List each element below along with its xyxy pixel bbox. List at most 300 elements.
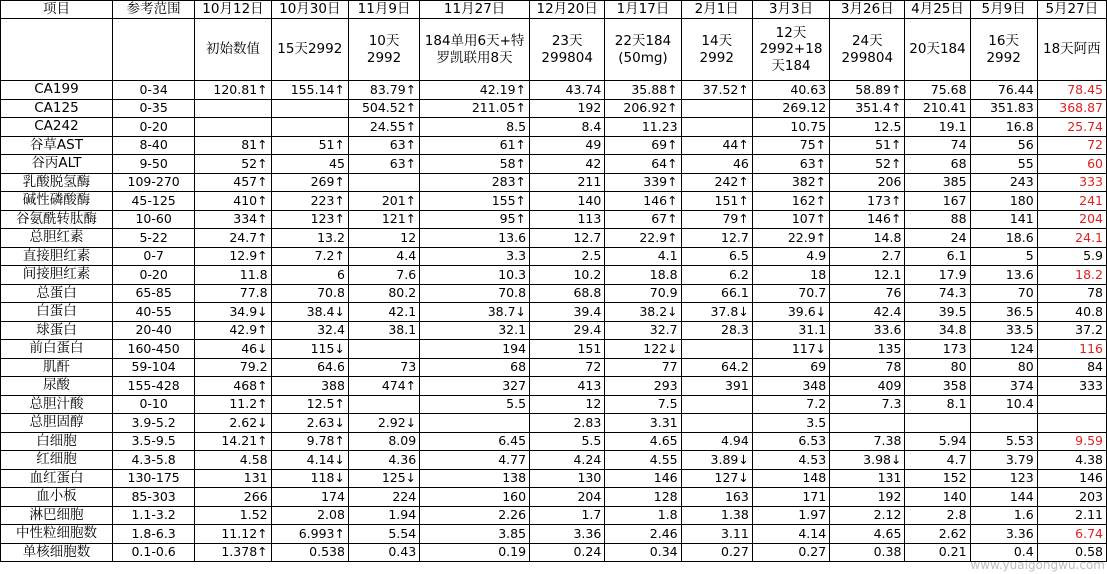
value-cell[interactable]: 10.75 (752, 118, 829, 137)
value-cell[interactable]: 2.5 (530, 247, 605, 266)
value-cell[interactable] (195, 99, 271, 118)
value-cell[interactable]: 266 (195, 488, 271, 507)
value-cell[interactable]: 37.8↓ (681, 303, 752, 322)
test-name-cell[interactable]: CA125 (1, 99, 113, 118)
value-cell[interactable]: 70.8 (420, 284, 530, 303)
reference-range-cell[interactable]: 3.5-9.5 (112, 432, 194, 451)
value-cell[interactable]: 11.23 (605, 118, 681, 137)
value-cell[interactable]: 5 (970, 247, 1037, 266)
value-cell[interactable]: 6.53 (752, 432, 829, 451)
reference-range-cell[interactable]: 0-10 (112, 395, 194, 414)
value-cell[interactable]: 58.89↑ (830, 81, 905, 100)
value-cell[interactable]: 70.9 (605, 284, 681, 303)
value-cell[interactable]: 4.7 (905, 451, 970, 470)
reference-range-cell[interactable]: 1.8-6.3 (112, 525, 194, 544)
value-cell[interactable]: 140 (530, 192, 605, 211)
value-cell[interactable]: 121↑ (348, 210, 419, 229)
value-cell[interactable]: 78 (1037, 284, 1106, 303)
value-cell[interactable]: 10.2 (530, 266, 605, 285)
value-cell[interactable]: 374 (970, 377, 1037, 396)
value-cell[interactable]: 382↑ (752, 173, 829, 192)
value-cell[interactable]: 10.3 (420, 266, 530, 285)
regimen-cell[interactable]: 15天2992 (271, 19, 348, 81)
value-cell[interactable]: 4.9 (752, 247, 829, 266)
value-cell[interactable] (970, 414, 1037, 433)
value-cell[interactable]: 79.2 (195, 358, 271, 377)
test-name-cell[interactable]: 总胆汁酸 (1, 395, 113, 414)
value-cell[interactable]: 118↓ (271, 469, 348, 488)
header-date[interactable]: 5月9日 (970, 1, 1037, 19)
value-cell[interactable] (905, 414, 970, 433)
test-name-cell[interactable]: CA242 (1, 118, 113, 137)
header-date[interactable]: 10月30日 (271, 1, 348, 19)
value-cell[interactable]: 12.5↑ (271, 395, 348, 414)
regimen-cell[interactable]: 12天 2992+18 天184 (752, 19, 829, 81)
value-cell[interactable]: 391 (681, 377, 752, 396)
value-cell[interactable]: 7.5 (605, 395, 681, 414)
value-cell[interactable]: 46↓ (195, 340, 271, 359)
value-cell[interactable]: 293 (605, 377, 681, 396)
header-date[interactable]: 5月27日 (1037, 1, 1106, 19)
value-cell[interactable]: 2.26 (420, 506, 530, 525)
value-cell[interactable]: 2.08 (271, 506, 348, 525)
value-cell[interactable]: 32.7 (605, 321, 681, 340)
regimen-cell[interactable]: 14天2992 (681, 19, 752, 81)
value-cell[interactable]: 141 (970, 210, 1037, 229)
value-cell[interactable] (420, 414, 530, 433)
reference-range-cell[interactable]: 45-125 (112, 192, 194, 211)
value-cell[interactable]: 42 (530, 155, 605, 174)
value-cell[interactable]: 144 (970, 488, 1037, 507)
value-cell[interactable]: 2.7 (830, 247, 905, 266)
value-cell[interactable]: 368.87 (1037, 99, 1106, 118)
value-cell[interactable]: 351.83 (970, 99, 1037, 118)
value-cell[interactable]: 204 (1037, 210, 1106, 229)
value-cell[interactable]: 79↑ (681, 210, 752, 229)
test-name-cell[interactable]: 总胆固醇 (1, 414, 113, 433)
value-cell[interactable]: 38.1 (348, 321, 419, 340)
value-cell[interactable]: 88 (905, 210, 970, 229)
value-cell[interactable]: 19.1 (905, 118, 970, 137)
value-cell[interactable]: 1.52 (195, 506, 271, 525)
value-cell[interactable]: 77.8 (195, 284, 271, 303)
value-cell[interactable]: 127↓ (681, 469, 752, 488)
value-cell[interactable]: 1.7 (530, 506, 605, 525)
test-name-cell[interactable]: 球蛋白 (1, 321, 113, 340)
value-cell[interactable]: 18 (752, 266, 829, 285)
reference-range-cell[interactable]: 65-85 (112, 284, 194, 303)
value-cell[interactable]: 37.2 (1037, 321, 1106, 340)
value-cell[interactable]: 4.4 (348, 247, 419, 266)
value-cell[interactable]: 2.62 (905, 525, 970, 544)
value-cell[interactable]: 0.58 (1037, 543, 1106, 562)
reference-range-cell[interactable]: 3.9-5.2 (112, 414, 194, 433)
reference-range-cell[interactable]: 0-20 (112, 118, 194, 137)
value-cell[interactable]: 269.12 (752, 99, 829, 118)
value-cell[interactable]: 70 (970, 284, 1037, 303)
value-cell[interactable]: 6.993↑ (271, 525, 348, 544)
value-cell[interactable]: 4.53 (752, 451, 829, 470)
value-cell[interactable]: 56 (970, 136, 1037, 155)
value-cell[interactable]: 40.8 (1037, 303, 1106, 322)
value-cell[interactable]: 11.2↑ (195, 395, 271, 414)
value-cell[interactable]: 60 (1037, 155, 1106, 174)
value-cell[interactable]: 348 (752, 377, 829, 396)
value-cell[interactable]: 70.7 (752, 284, 829, 303)
value-cell[interactable]: 468↑ (195, 377, 271, 396)
value-cell[interactable]: 75↑ (752, 136, 829, 155)
regimen-cell[interactable]: 24天 299804 (830, 19, 905, 81)
value-cell[interactable]: 6.74 (1037, 525, 1106, 544)
value-cell[interactable]: 29.4 (530, 321, 605, 340)
value-cell[interactable]: 2.63↓ (271, 414, 348, 433)
value-cell[interactable]: 3.36 (530, 525, 605, 544)
value-cell[interactable]: 173 (905, 340, 970, 359)
value-cell[interactable]: 38.7↓ (420, 303, 530, 322)
value-cell[interactable] (271, 99, 348, 118)
regimen-cell[interactable]: 初始数值 (195, 19, 271, 81)
value-cell[interactable]: 4.36 (348, 451, 419, 470)
value-cell[interactable]: 135 (830, 340, 905, 359)
value-cell[interactable]: 194 (420, 340, 530, 359)
value-cell[interactable]: 2.46 (605, 525, 681, 544)
value-cell[interactable]: 14.8 (830, 229, 905, 248)
value-cell[interactable]: 192 (830, 488, 905, 507)
value-cell[interactable]: 385 (905, 173, 970, 192)
value-cell[interactable]: 61↑ (420, 136, 530, 155)
value-cell[interactable]: 1.6 (970, 506, 1037, 525)
value-cell[interactable]: 243 (970, 173, 1037, 192)
value-cell[interactable]: 7.2 (752, 395, 829, 414)
reference-range-cell[interactable]: 59-104 (112, 358, 194, 377)
value-cell[interactable]: 0.19 (420, 543, 530, 562)
value-cell[interactable]: 72 (530, 358, 605, 377)
test-name-cell[interactable]: 血小板 (1, 488, 113, 507)
value-cell[interactable]: 78.45 (1037, 81, 1106, 100)
value-cell[interactable]: 39.4 (530, 303, 605, 322)
value-cell[interactable] (830, 414, 905, 433)
value-cell[interactable]: 125↓ (348, 469, 419, 488)
value-cell[interactable]: 37.52↑ (681, 81, 752, 100)
value-cell[interactable]: 4.58 (195, 451, 271, 470)
value-cell[interactable]: 1.97 (752, 506, 829, 525)
value-cell[interactable]: 11.8 (195, 266, 271, 285)
regimen-cell[interactable]: 20天184 (905, 19, 970, 81)
value-cell[interactable]: 1.8 (605, 506, 681, 525)
reference-range-cell[interactable]: 130-175 (112, 469, 194, 488)
regimen-cell[interactable]: 23天 299804 (530, 19, 605, 81)
regimen-cell[interactable]: 10天2992 (348, 19, 419, 81)
value-cell[interactable]: 18.8 (605, 266, 681, 285)
value-cell[interactable]: 6.5 (681, 247, 752, 266)
value-cell[interactable]: 72 (1037, 136, 1106, 155)
value-cell[interactable] (348, 340, 419, 359)
reference-range-cell[interactable]: 5-22 (112, 229, 194, 248)
value-cell[interactable]: 2.92↓ (348, 414, 419, 433)
test-name-cell[interactable]: 总胆红素 (1, 229, 113, 248)
value-cell[interactable]: 3.36 (970, 525, 1037, 544)
value-cell[interactable]: 413 (530, 377, 605, 396)
value-cell[interactable] (195, 118, 271, 137)
value-cell[interactable]: 76 (830, 284, 905, 303)
value-cell[interactable]: 8.5 (420, 118, 530, 137)
reference-range-cell[interactable]: 160-450 (112, 340, 194, 359)
reference-range-cell[interactable]: 0.1-0.6 (112, 543, 194, 562)
value-cell[interactable]: 69↑ (605, 136, 681, 155)
value-cell[interactable]: 9.78↑ (271, 432, 348, 451)
value-cell[interactable]: 409 (830, 377, 905, 396)
value-cell[interactable]: 4.14 (752, 525, 829, 544)
value-cell[interactable]: 151↑ (681, 192, 752, 211)
value-cell[interactable]: 22.9↑ (605, 229, 681, 248)
value-cell[interactable]: 5.5 (530, 432, 605, 451)
reference-range-cell[interactable]: 155-428 (112, 377, 194, 396)
test-name-cell[interactable]: 前白蛋白 (1, 340, 113, 359)
value-cell[interactable]: 351.4↑ (830, 99, 905, 118)
value-cell[interactable]: 68 (420, 358, 530, 377)
value-cell[interactable]: 8.1 (905, 395, 970, 414)
value-cell[interactable]: 9.59 (1037, 432, 1106, 451)
value-cell[interactable]: 32.1 (420, 321, 530, 340)
value-cell[interactable]: 123↑ (271, 210, 348, 229)
value-cell[interactable]: 38.4↓ (271, 303, 348, 322)
value-cell[interactable]: 0.27 (752, 543, 829, 562)
value-cell[interactable]: 223↑ (271, 192, 348, 211)
value-cell[interactable]: 6.45 (420, 432, 530, 451)
value-cell[interactable]: 24.1 (1037, 229, 1106, 248)
value-cell[interactable]: 64↑ (605, 155, 681, 174)
value-cell[interactable]: 3.79 (970, 451, 1037, 470)
header-date[interactable]: 3月3日 (752, 1, 829, 19)
value-cell[interactable]: 171 (752, 488, 829, 507)
test-name-cell[interactable]: 谷草AST (1, 136, 113, 155)
value-cell[interactable]: 51↑ (271, 136, 348, 155)
value-cell[interactable]: 204 (530, 488, 605, 507)
value-cell[interactable]: 224 (348, 488, 419, 507)
value-cell[interactable]: 10.4 (970, 395, 1037, 414)
value-cell[interactable]: 73 (348, 358, 419, 377)
value-cell[interactable]: 333 (1037, 173, 1106, 192)
reference-range-cell[interactable]: 1.1-3.2 (112, 506, 194, 525)
reference-range-cell[interactable]: 10-60 (112, 210, 194, 229)
value-cell[interactable]: 122↓ (605, 340, 681, 359)
value-cell[interactable]: 95↑ (420, 210, 530, 229)
value-cell[interactable]: 68 (905, 155, 970, 174)
value-cell[interactable]: 40.63 (752, 81, 829, 100)
regimen-cell[interactable]: 184单用6天+特罗凯联用8天 (420, 19, 530, 81)
value-cell[interactable]: 45 (271, 155, 348, 174)
test-name-cell[interactable]: 中性粒细胞数 (1, 525, 113, 544)
value-cell[interactable]: 180 (970, 192, 1037, 211)
value-cell[interactable]: 5.9 (1037, 247, 1106, 266)
value-cell[interactable]: 0.34 (605, 543, 681, 562)
value-cell[interactable]: 128 (605, 488, 681, 507)
value-cell[interactable] (681, 118, 752, 137)
test-name-cell[interactable]: 血红蛋白 (1, 469, 113, 488)
value-cell[interactable]: 146↑ (605, 192, 681, 211)
value-cell[interactable]: 130 (530, 469, 605, 488)
value-cell[interactable]: 80 (905, 358, 970, 377)
header-date[interactable]: 11月27日 (420, 1, 530, 19)
value-cell[interactable]: 69 (752, 358, 829, 377)
value-cell[interactable] (681, 395, 752, 414)
value-cell[interactable] (681, 340, 752, 359)
value-cell[interactable]: 66.1 (681, 284, 752, 303)
value-cell[interactable]: 124 (970, 340, 1037, 359)
value-cell[interactable]: 3.85 (420, 525, 530, 544)
test-name-cell[interactable]: CA199 (1, 81, 113, 100)
value-cell[interactable]: 38.2↓ (605, 303, 681, 322)
value-cell[interactable]: 49 (530, 136, 605, 155)
value-cell[interactable]: 2.12 (830, 506, 905, 525)
value-cell[interactable]: 52↑ (195, 155, 271, 174)
value-cell[interactable]: 18.6 (970, 229, 1037, 248)
value-cell[interactable]: 36.5 (970, 303, 1037, 322)
value-cell[interactable]: 76.44 (970, 81, 1037, 100)
value-cell[interactable]: 123 (970, 469, 1037, 488)
value-cell[interactable]: 25.74 (1037, 118, 1106, 137)
value-cell[interactable]: 116 (1037, 340, 1106, 359)
value-cell[interactable]: 211 (530, 173, 605, 192)
value-cell[interactable]: 160 (420, 488, 530, 507)
value-cell[interactable]: 51↑ (830, 136, 905, 155)
value-cell[interactable]: 3.5 (752, 414, 829, 433)
regimen-cell[interactable]: 18天阿西 (1037, 19, 1106, 81)
value-cell[interactable]: 33.6 (830, 321, 905, 340)
value-cell[interactable]: 131 (195, 469, 271, 488)
value-cell[interactable]: 13.6 (970, 266, 1037, 285)
value-cell[interactable]: 206.92↑ (605, 99, 681, 118)
value-cell[interactable]: 162↑ (752, 192, 829, 211)
value-cell[interactable]: 138 (420, 469, 530, 488)
test-name-cell[interactable]: 总蛋白 (1, 284, 113, 303)
value-cell[interactable]: 17.9 (905, 266, 970, 285)
value-cell[interactable]: 12 (348, 229, 419, 248)
value-cell[interactable] (1037, 395, 1106, 414)
value-cell[interactable]: 155↑ (420, 192, 530, 211)
value-cell[interactable]: 358 (905, 377, 970, 396)
value-cell[interactable]: 192 (530, 99, 605, 118)
value-cell[interactable]: 6.2 (681, 266, 752, 285)
value-cell[interactable]: 3.98↓ (830, 451, 905, 470)
reference-range-cell[interactable]: 8-40 (112, 136, 194, 155)
value-cell[interactable]: 14.21↑ (195, 432, 271, 451)
value-cell[interactable]: 4.24 (530, 451, 605, 470)
value-cell[interactable]: 4.38 (1037, 451, 1106, 470)
regimen-cell[interactable] (1, 19, 113, 81)
test-name-cell[interactable]: 淋巴细胞 (1, 506, 113, 525)
value-cell[interactable]: 5.53 (970, 432, 1037, 451)
value-cell[interactable]: 58↑ (420, 155, 530, 174)
value-cell[interactable]: 211.05↑ (420, 99, 530, 118)
value-cell[interactable]: 115↓ (271, 340, 348, 359)
value-cell[interactable] (681, 99, 752, 118)
reference-range-cell[interactable]: 4.3-5.8 (112, 451, 194, 470)
value-cell[interactable]: 8.4 (530, 118, 605, 137)
value-cell[interactable]: 43.74 (530, 81, 605, 100)
value-cell[interactable]: 78 (830, 358, 905, 377)
value-cell[interactable]: 410↑ (195, 192, 271, 211)
reference-range-cell[interactable]: 0-7 (112, 247, 194, 266)
value-cell[interactable]: 46 (681, 155, 752, 174)
value-cell[interactable]: 457↑ (195, 173, 271, 192)
value-cell[interactable]: 63↑ (348, 136, 419, 155)
value-cell[interactable]: 42.9↑ (195, 321, 271, 340)
value-cell[interactable]: 146 (605, 469, 681, 488)
value-cell[interactable]: 1.378↑ (195, 543, 271, 562)
value-cell[interactable]: 33.5 (970, 321, 1037, 340)
value-cell[interactable]: 4.65 (605, 432, 681, 451)
value-cell[interactable]: 0.43 (348, 543, 419, 562)
value-cell[interactable]: 74 (905, 136, 970, 155)
value-cell[interactable]: 0.538 (271, 543, 348, 562)
reference-range-cell[interactable]: 20-40 (112, 321, 194, 340)
value-cell[interactable]: 83.79↑ (348, 81, 419, 100)
value-cell[interactable]: 13.2 (271, 229, 348, 248)
value-cell[interactable]: 12.7 (530, 229, 605, 248)
reference-range-cell[interactable]: 85-303 (112, 488, 194, 507)
value-cell[interactable]: 12 (530, 395, 605, 414)
value-cell[interactable]: 22.9↑ (752, 229, 829, 248)
value-cell[interactable]: 42.19↑ (420, 81, 530, 100)
value-cell[interactable]: 75.68 (905, 81, 970, 100)
value-cell[interactable]: 388 (271, 377, 348, 396)
value-cell[interactable]: 0.24 (530, 543, 605, 562)
value-cell[interactable]: 12.1 (830, 266, 905, 285)
value-cell[interactable]: 64.6 (271, 358, 348, 377)
value-cell[interactable]: 5.94 (905, 432, 970, 451)
reference-range-cell[interactable]: 109-270 (112, 173, 194, 192)
value-cell[interactable]: 67↑ (605, 210, 681, 229)
test-name-cell[interactable]: 白细胞 (1, 432, 113, 451)
value-cell[interactable]: 34.9↓ (195, 303, 271, 322)
value-cell[interactable]: 8.09 (348, 432, 419, 451)
value-cell[interactable]: 155.14↑ (271, 81, 348, 100)
header-range[interactable]: 参考范围 (112, 1, 194, 19)
test-name-cell[interactable]: 间接胆红素 (1, 266, 113, 285)
value-cell[interactable]: 84 (1037, 358, 1106, 377)
value-cell[interactable]: 18.2 (1037, 266, 1106, 285)
test-name-cell[interactable]: 直接胆红素 (1, 247, 113, 266)
value-cell[interactable]: 1.38 (681, 506, 752, 525)
value-cell[interactable]: 2.8 (905, 506, 970, 525)
value-cell[interactable] (1037, 414, 1106, 433)
value-cell[interactable]: 474↑ (348, 377, 419, 396)
test-name-cell[interactable]: 尿酸 (1, 377, 113, 396)
value-cell[interactable]: 4.77 (420, 451, 530, 470)
value-cell[interactable]: 63↑ (348, 155, 419, 174)
value-cell[interactable]: 4.14↓ (271, 451, 348, 470)
value-cell[interactable]: 81↑ (195, 136, 271, 155)
value-cell[interactable]: 167 (905, 192, 970, 211)
value-cell[interactable]: 12.9↑ (195, 247, 271, 266)
test-name-cell[interactable]: 谷丙ALT (1, 155, 113, 174)
value-cell[interactable]: 0.38 (830, 543, 905, 562)
reference-range-cell[interactable]: 0-35 (112, 99, 194, 118)
value-cell[interactable]: 2.62↓ (195, 414, 271, 433)
value-cell[interactable]: 64.2 (681, 358, 752, 377)
value-cell[interactable]: 39.5 (905, 303, 970, 322)
value-cell[interactable]: 7.2↑ (271, 247, 348, 266)
value-cell[interactable]: 7.3 (830, 395, 905, 414)
value-cell[interactable]: 80.2 (348, 284, 419, 303)
header-date[interactable]: 1月17日 (605, 1, 681, 19)
value-cell[interactable]: 152 (905, 469, 970, 488)
value-cell[interactable]: 4.94 (681, 432, 752, 451)
value-cell[interactable]: 174 (271, 488, 348, 507)
value-cell[interactable]: 7.38 (830, 432, 905, 451)
header-date[interactable]: 12月20日 (530, 1, 605, 19)
